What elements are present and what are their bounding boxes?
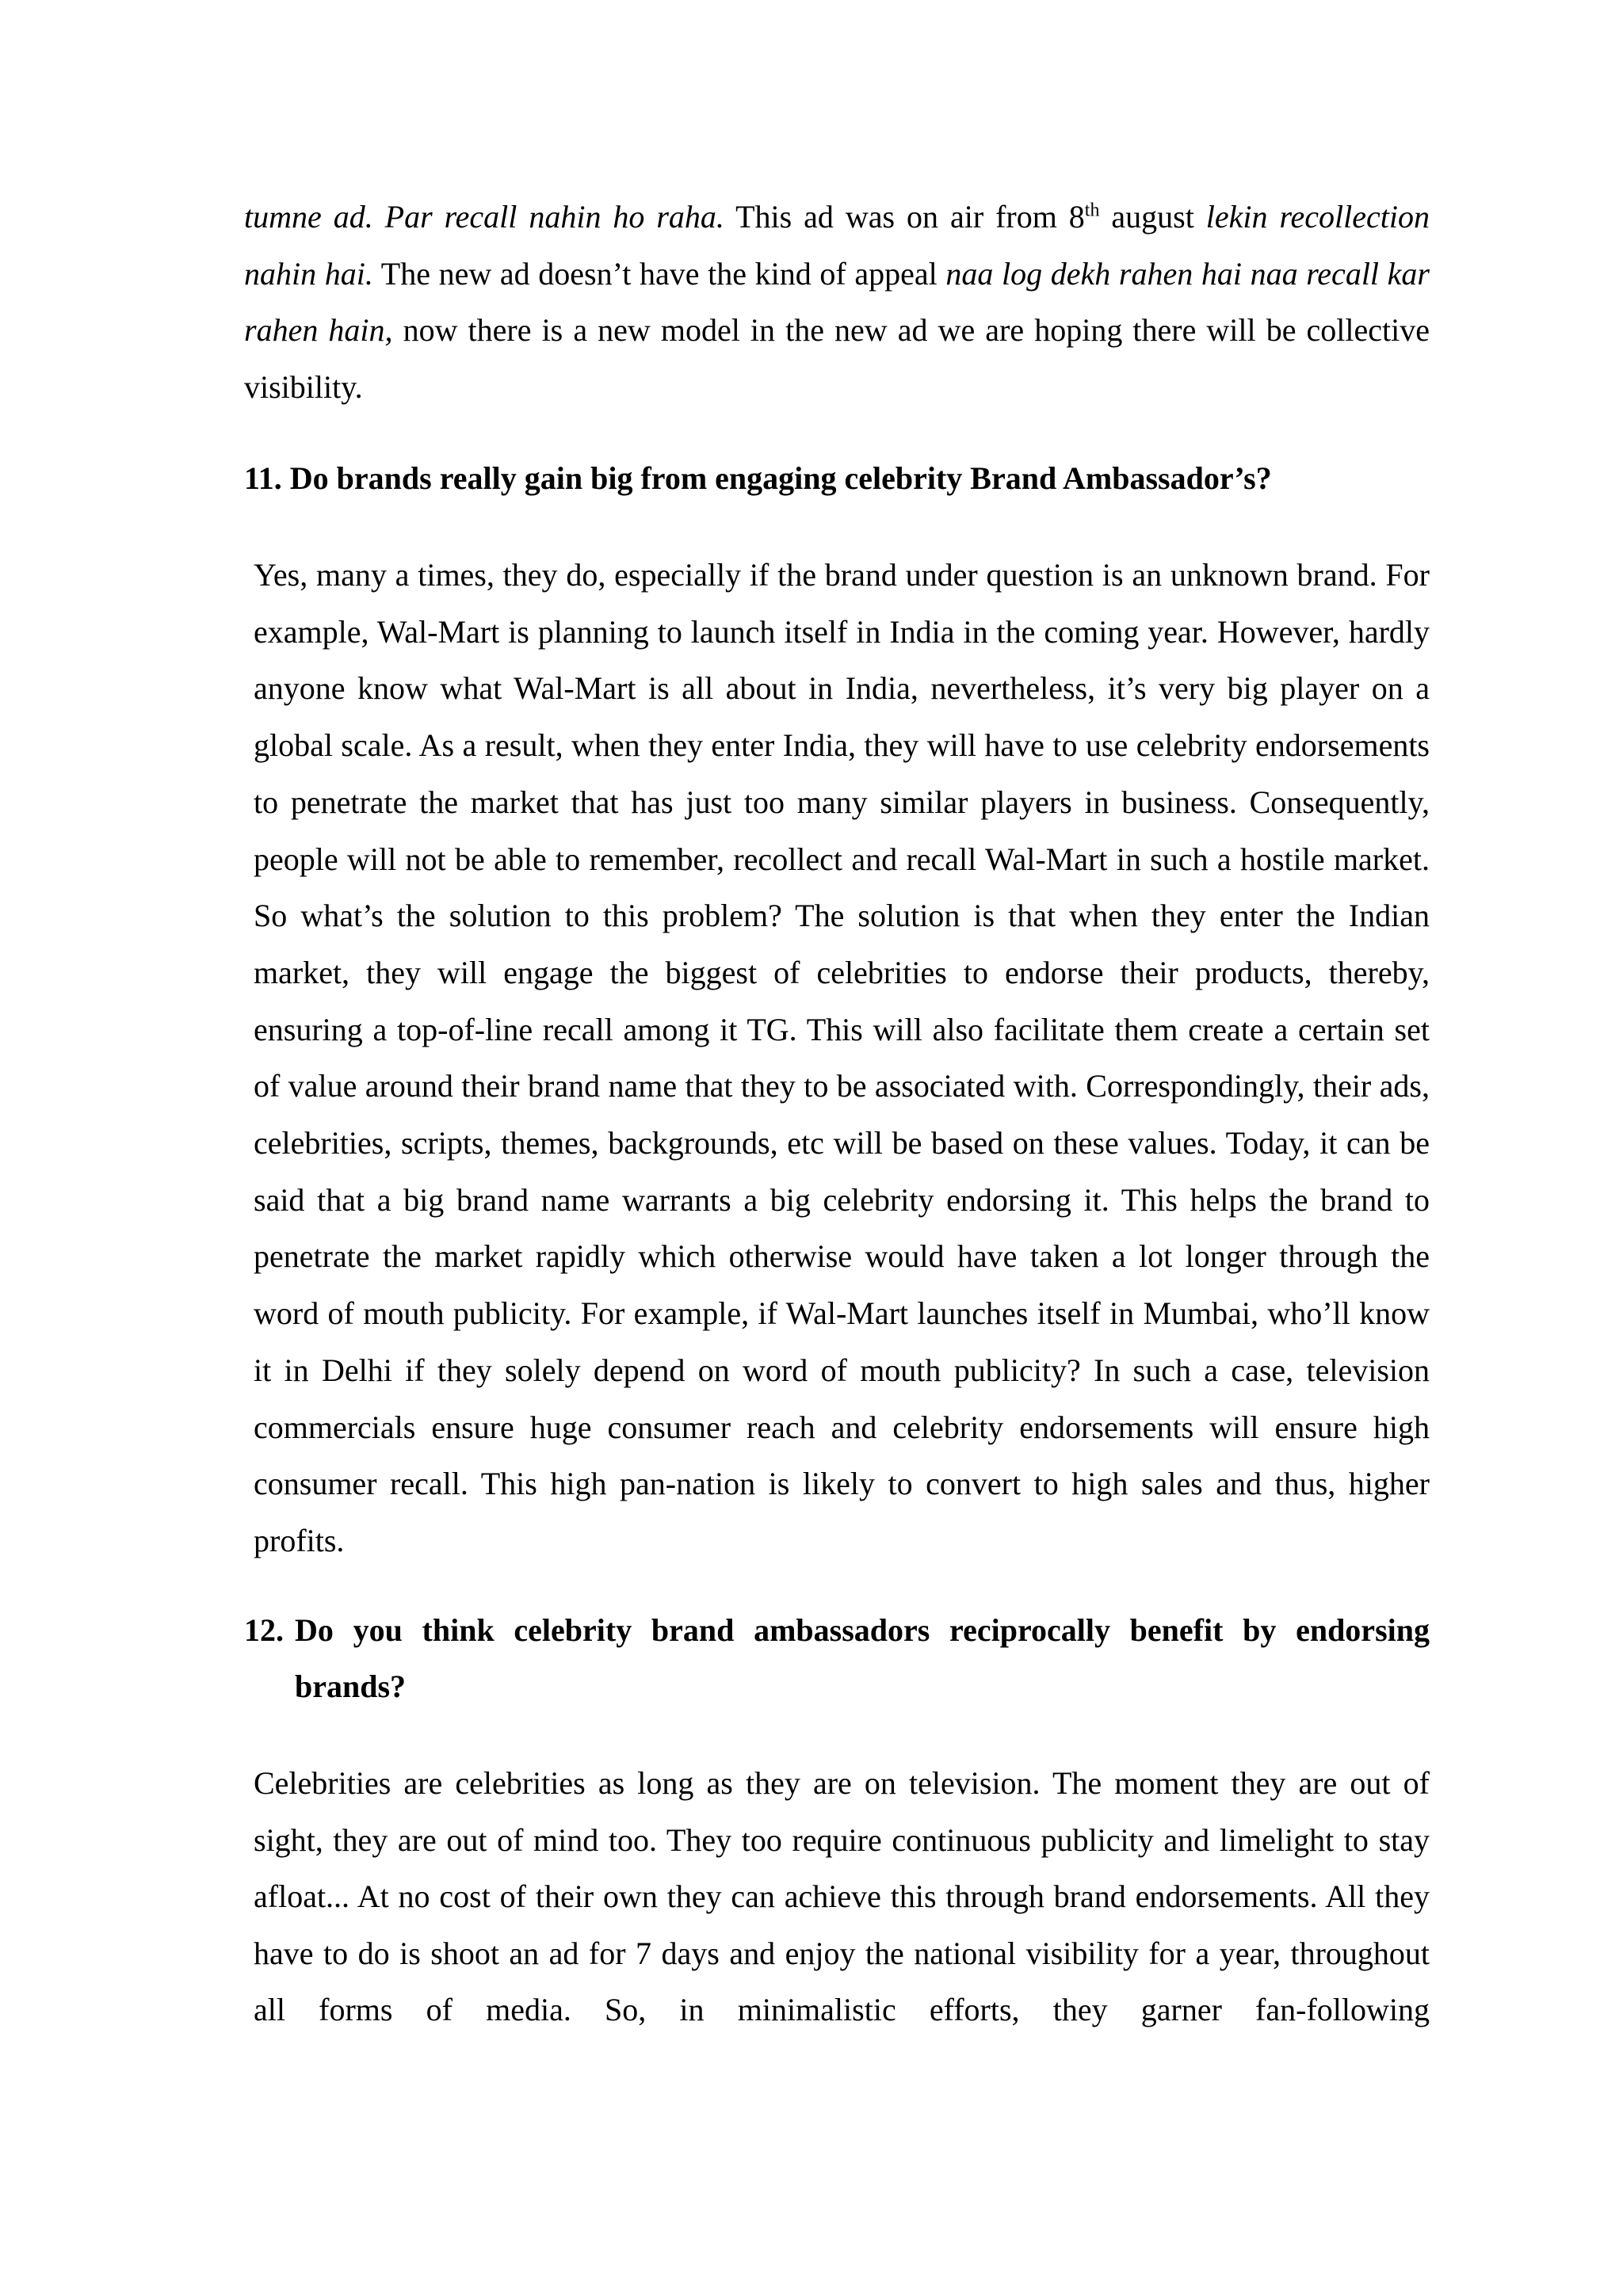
question-12-heading-line-2: brands?: [295, 1669, 407, 1704]
intro-hindi-phrase-2: lekin recollection nahin hai.: [244, 199, 1430, 292]
question-11-answer: Yes, many a times, they do, especially if the brand under question is an unknown brand. For example, Wal-Mart is planning to launch itself in India in the coming year. However, hardly anyone know what Wal-Mart is all about in India, nevertheless, it’s very big player on a global scale. As a result, when they enter India, they will have to use celebrity endorsements to penetrate the market that has just too many similar players in business. Consequently, people will not be able to remember, recollect and recall Wal-Mart in such a hostile market. So what’s the solution to this problem? The solution is that when they enter the Indian market, they will engage the biggest of celebrities to endorse their products, thereby, ensuring a top-of-line recall among it TG. This will also facilitate them create a certain set of value around their brand name that they to be associated with. Correspondingly, their ads, celebrities, scripts, themes, backgrounds, etc will be based on these values. Today, it can be said that a big brand name warrants a big celebrity endorsing it. This helps the brand to penetrate the market rapidly which otherwise would have taken a lot longer through the word of mouth publicity. For example, if Wal-Mart launches itself in Mumbai, who’ll know it in Delhi if they solely depend on word of mouth publicity? In such a case, television commercials ensure huge consumer reach and celebrity endorsements will ensure high consumer recall. This high pan-nation is likely to convert to high sales and thus, higher profits.: [254, 557, 1430, 1558]
intro-text-1: This ad was on air from 8: [724, 199, 1085, 235]
intro-superscript: th: [1084, 200, 1100, 221]
intro-text-3: The new ad doesn’t have the kind of appeal: [372, 255, 946, 292]
intro-hindi-phrase-3: naa log dekh rahen hai naa recall kar rahen hain,: [244, 255, 1430, 348]
question-12-heading-line-1: Do you think celebrity brand ambassadors reciprocally benefit by endorsing: [295, 1612, 1430, 1648]
question-12-number: 12.: [244, 1612, 284, 1648]
intro-text-2: august: [1099, 199, 1206, 235]
question-12-heading: [244, 1602, 1430, 1714]
intro-text-4: now there is a new model in the new ad we are hoping there will be collective visibility.: [244, 312, 1430, 405]
question-11-heading: 11. Do brands really gain big from engaging celebrity Brand Ambassador’s?: [244, 460, 1272, 496]
intro-paragraph: [244, 189, 1430, 415]
intro-hindi-phrase-1: tumne ad. Par recall nahin ho raha.: [244, 199, 724, 235]
question-12-answer: Celebrities are celebrities as long as they are on television. The moment they are out of sight, they are out of mind too. They too require continuous publicity and limelight to stay afloat... At no cost of their own they can achieve this through brand endorsements. All they have to do is shoot an ad for 7 days and enjoy the national visibility for a year, throughout all forms of media. So, in minimalistic efforts, they garner fan-following: [254, 1765, 1430, 2027]
